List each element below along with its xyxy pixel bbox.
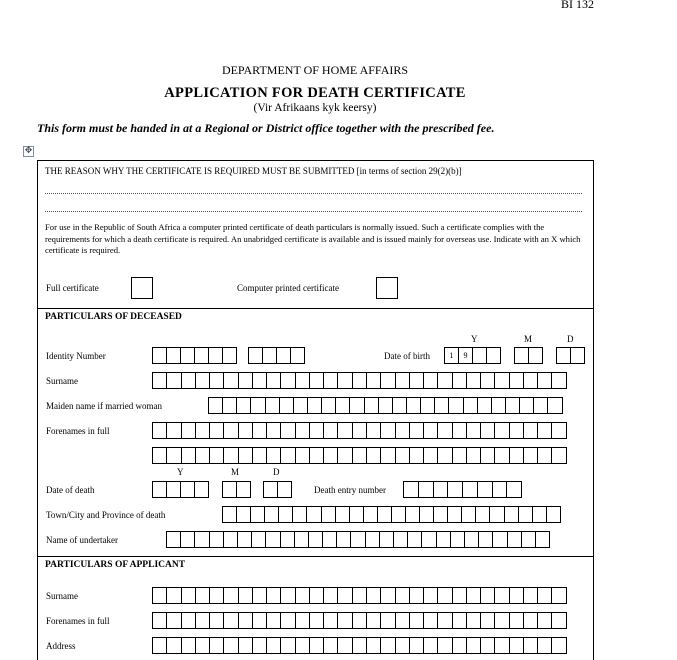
date-of-death-label: Date of death: [46, 485, 95, 495]
identity-number-cells-b[interactable]: [248, 347, 304, 364]
dod-day-header: D: [273, 467, 280, 477]
applicant-address-label: Address: [46, 641, 76, 651]
dob-year-cells[interactable]: [444, 347, 500, 364]
applicant-address-cells[interactable]: [152, 637, 566, 654]
section-divider: [37, 308, 594, 309]
applicant-surname-label: Surname: [46, 591, 78, 601]
surname-cells[interactable]: [152, 372, 566, 389]
reason-heading: THE REASON WHY THE CERTIFICATE IS REQUIRED MUST BE SUBMITTED [in terms of section 29(2)(b)]: [45, 166, 462, 176]
computer-certificate-label: Computer printed certificate: [237, 283, 339, 293]
department-name: DEPARTMENT OF HOME AFFAIRS: [221, 63, 409, 77]
dob-month-header: M: [524, 334, 533, 344]
computer-certificate-checkbox[interactable]: [376, 277, 398, 299]
dob-day-header: D: [567, 334, 574, 344]
death-entry-number-cells[interactable]: [403, 481, 521, 498]
certificate-info: For use in the Republic of South Africa a computer printed certificate of death particulars is normally issued. Such a certificate complies with the requirements for which a death certificate is required. An unabridged certificate is available and is issued mainly for overseas use. Indicate with an X which certificate is required.: [45, 222, 581, 255]
dob-year-header: Y: [471, 334, 478, 344]
dob-month-cells[interactable]: [514, 347, 542, 364]
date-of-birth-label: Date of birth: [384, 351, 430, 361]
identity-number-cells-a[interactable]: [152, 347, 236, 364]
form-code: BI 132: [561, 0, 594, 11]
applicant-heading: PARTICULARS OF APPLICANT: [45, 560, 186, 570]
applicant-forenames-label: Forenames in full: [46, 616, 110, 626]
death-entry-number-label: Death entry number: [314, 485, 386, 495]
full-certificate-label: Full certificate: [46, 283, 99, 293]
forenames-label: Forenames in full: [46, 426, 110, 436]
deceased-heading: PARTICULARS OF DECEASED: [45, 312, 182, 322]
dod-month-cells[interactable]: [222, 481, 250, 498]
forenames-cells-line1[interactable]: [152, 422, 566, 439]
dob-day-cells[interactable]: [556, 347, 584, 364]
reason-line[interactable]: [45, 211, 582, 212]
dod-day-cells[interactable]: [263, 481, 291, 498]
reason-line[interactable]: [45, 193, 582, 194]
town-province-label: Town/City and Province of death: [46, 510, 166, 520]
forenames-cells-line2[interactable]: [152, 447, 566, 464]
dob-digit: 9: [458, 347, 473, 364]
section-divider: [37, 556, 594, 557]
identity-number-label: Identity Number: [46, 351, 106, 361]
undertaker-label: Name of undertaker: [46, 535, 118, 545]
maiden-name-cells[interactable]: [208, 397, 562, 414]
table-move-handle-icon[interactable]: ✥: [24, 146, 33, 156]
form-title: APPLICATION FOR DEATH CERTIFICATE: [164, 85, 466, 101]
surname-label: Surname: [46, 376, 78, 386]
dod-year-cells[interactable]: [152, 481, 208, 498]
applicant-forenames-cells[interactable]: [152, 612, 566, 629]
dod-year-header: Y: [177, 467, 184, 477]
town-province-cells[interactable]: [222, 506, 560, 523]
dob-digit: 1: [444, 347, 459, 364]
submission-notice: This form must be handed in at a Regional or District office together with the prescribed fee.: [37, 121, 495, 135]
dod-month-header: M: [231, 467, 240, 477]
applicant-surname-cells[interactable]: [152, 587, 566, 604]
maiden-name-label: Maiden name if married woman: [46, 401, 162, 411]
undertaker-cells[interactable]: [166, 531, 549, 548]
full-certificate-checkbox[interactable]: [131, 277, 153, 299]
form-subtitle: (Vir Afrikaans kyk keersy): [253, 102, 377, 114]
